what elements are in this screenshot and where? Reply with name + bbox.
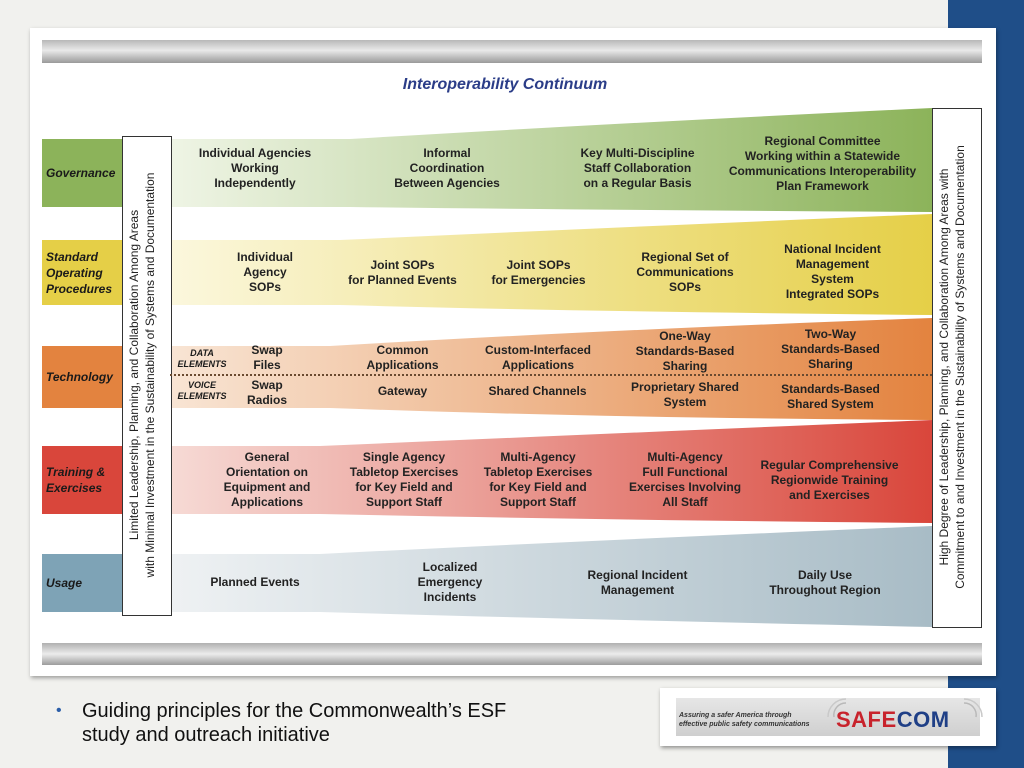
technology-data-cell: One-Way Standards-Based Sharing [635, 329, 735, 373]
training-cell: Multi-Agency Tabletop Exercises for Key Field and Support Staff [483, 450, 593, 509]
technology-voice-cell: Shared Channels [488, 384, 587, 398]
usage-label: Usage [46, 576, 83, 590]
sop-cell: Joint SOPs for Planned Events [348, 258, 457, 287]
data-voice-divider [170, 374, 932, 376]
usage-cell: Localized Emergency Incidents [417, 560, 483, 604]
training-cell: Multi-Agency Full Functional Exercises Involving All Staff [628, 450, 742, 509]
technology-data-cell: Common Applications [366, 343, 439, 372]
usage-cell: Daily Use Throughout Region [769, 568, 881, 597]
safecom-wordmark-com: COM [896, 707, 950, 732]
training-cell: Regular Comprehensive Regionwide Training and Exercises [760, 458, 899, 502]
diagram-title: Interoperability Continuum [402, 76, 608, 93]
technology-data-cell: Two-Way Standards-Based Sharing [781, 327, 880, 371]
sop-label: Standard Operating Procedures [46, 249, 113, 296]
safecom-wordmark [836, 707, 950, 733]
governance-cell: Regional Committee Working within a Statewide Communications Interoperability Plan Framework [728, 134, 917, 193]
usage-cell: Regional Incident Management [587, 568, 688, 597]
sop-cell: Individual Agency SOPs [236, 250, 293, 294]
technology-data-cell: Swap Files [251, 343, 283, 372]
usage-cell: Planned Events [210, 575, 300, 589]
safecom-wordmark-safe: SAFE [836, 707, 897, 732]
voice-elements-label: VOICE ELEMENTS [177, 380, 227, 401]
governance-cell: Informal Coordination Between Agencies [394, 146, 500, 190]
technology-voice-cell: Swap Radios [246, 378, 287, 407]
governance-cell: Individual Agencies Working Independently [198, 146, 312, 190]
safecom-tagline: Assuring a safer America through effective public safety communications [679, 712, 810, 728]
technology-voice-cell: Standards-Based Shared System [781, 382, 880, 411]
technology-voice-cell: Proprietary Shared System [630, 380, 740, 409]
technology-label: Technology [46, 370, 113, 384]
technology-data-cell: Custom-Interfaced Applications [484, 343, 591, 372]
governance-label: Governance [46, 166, 116, 180]
data-elements-label: DATA ELEMENTS [177, 348, 227, 369]
training-label: Training & Exercises [46, 465, 106, 495]
governance-cell: Key Multi-Discipline Staff Collaboration on a Regular Basis [580, 146, 695, 190]
sop-cell: Regional Set of Communications SOPs [636, 250, 734, 294]
sop-cell: National Incident Management System Integrated SOPs [784, 242, 881, 301]
training-cell: Single Agency Tabletop Exercises for Key Field and Support Staff [349, 450, 459, 509]
technology-voice-cell: Gateway [377, 384, 428, 398]
bullet-dot: • [56, 702, 62, 719]
training-cell: General Orientation on Equipment and Applications [223, 450, 311, 509]
right-bracket-text: High Degree of Leadership, Planning, and Collaboration Among Areas with Commitment to and Investment in the Sustainability of Systems and Documentation [937, 145, 967, 589]
left-bracket-text: Limited Leadership, Planning, and Collaboration Among Areas with Minimal Investment in the Sustainability of Systems and Documentation [127, 172, 157, 578]
bullet-text: Guiding principles for the Commonwealth’s ESF study and outreach initiative [82, 700, 507, 746]
sop-cell: Joint SOPs for Emergencies [491, 258, 586, 287]
